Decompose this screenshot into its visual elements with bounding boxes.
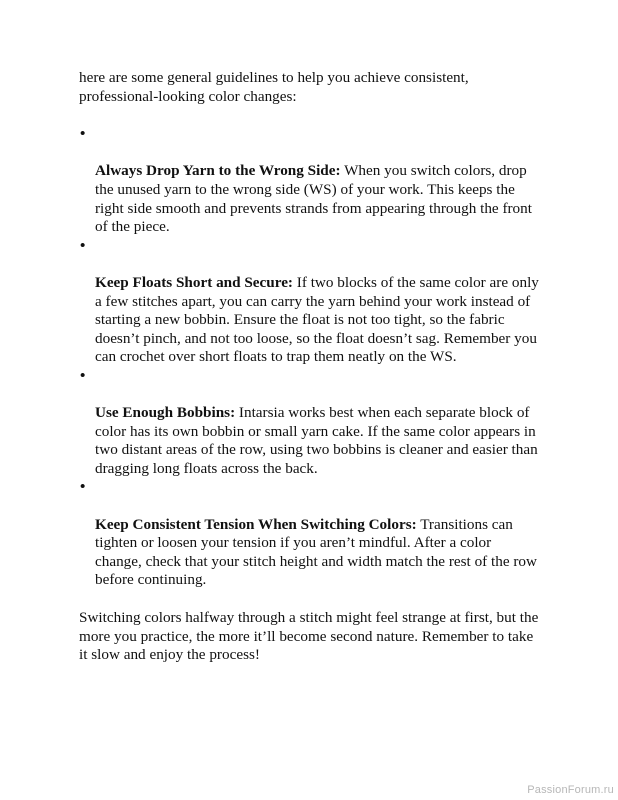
document-page (79, 69, 549, 665)
bullet-icon: • (80, 366, 86, 384)
bullet-icon: • (80, 478, 86, 496)
guideline-text: Intarsia works best when each separate block of color has its own bobbin or small yarn cake. If the same color appears in two distant areas of the row, using two bobbins is cleaner and easier than dragging long floats across the back. (95, 404, 538, 477)
guideline-text: If two blocks of the same color are only a few stitches apart, you can carry the yarn behind your work instead of starting a new bobbin. Ensure the float is not too tight, so the fabric doesn’t pinch, and not too loose, so the float doesn’t sag. Remember you can crochet over short floats to trap them neatly on the WS. (95, 273, 539, 366)
list-item (79, 478, 549, 590)
list-item (79, 367, 549, 479)
guideline-term: Always Drop Yarn to the Wrong Side: (95, 162, 341, 180)
guideline-text: When you switch colors, drop the unused yarn to the wrong side (WS) of your work. This keeps the right side smooth and prevents strands from appearing through the front of the piece. (95, 162, 532, 236)
closing-paragraph: Switching colors halfway through a stitch might feel strange at first, but the more you practice, the more it’ll become second nature. Remember to take it slow and enjoy the process! (79, 609, 539, 664)
guideline-text: Transitions can tighten or loosen your tension if you aren’t mindful. After a color change, check that your stitch height and width match the rest of the row before continuing. (95, 515, 537, 589)
watermark: PassionForum.ru (527, 784, 614, 796)
list-item (79, 237, 549, 367)
guideline-term: Keep Floats Short and Secure: (95, 273, 293, 291)
guidelines-list (79, 125, 549, 590)
guideline-term: Use Enough Bobbins: (95, 404, 236, 422)
intro-paragraph: here are some general guidelines to help you achieve consistent, professional-looking color changes: (79, 69, 469, 105)
bullet-icon: • (80, 236, 86, 254)
list-item (79, 125, 549, 237)
guideline-term: Keep Consistent Tension When Switching Colors: (95, 515, 417, 533)
bullet-icon: • (80, 125, 86, 143)
